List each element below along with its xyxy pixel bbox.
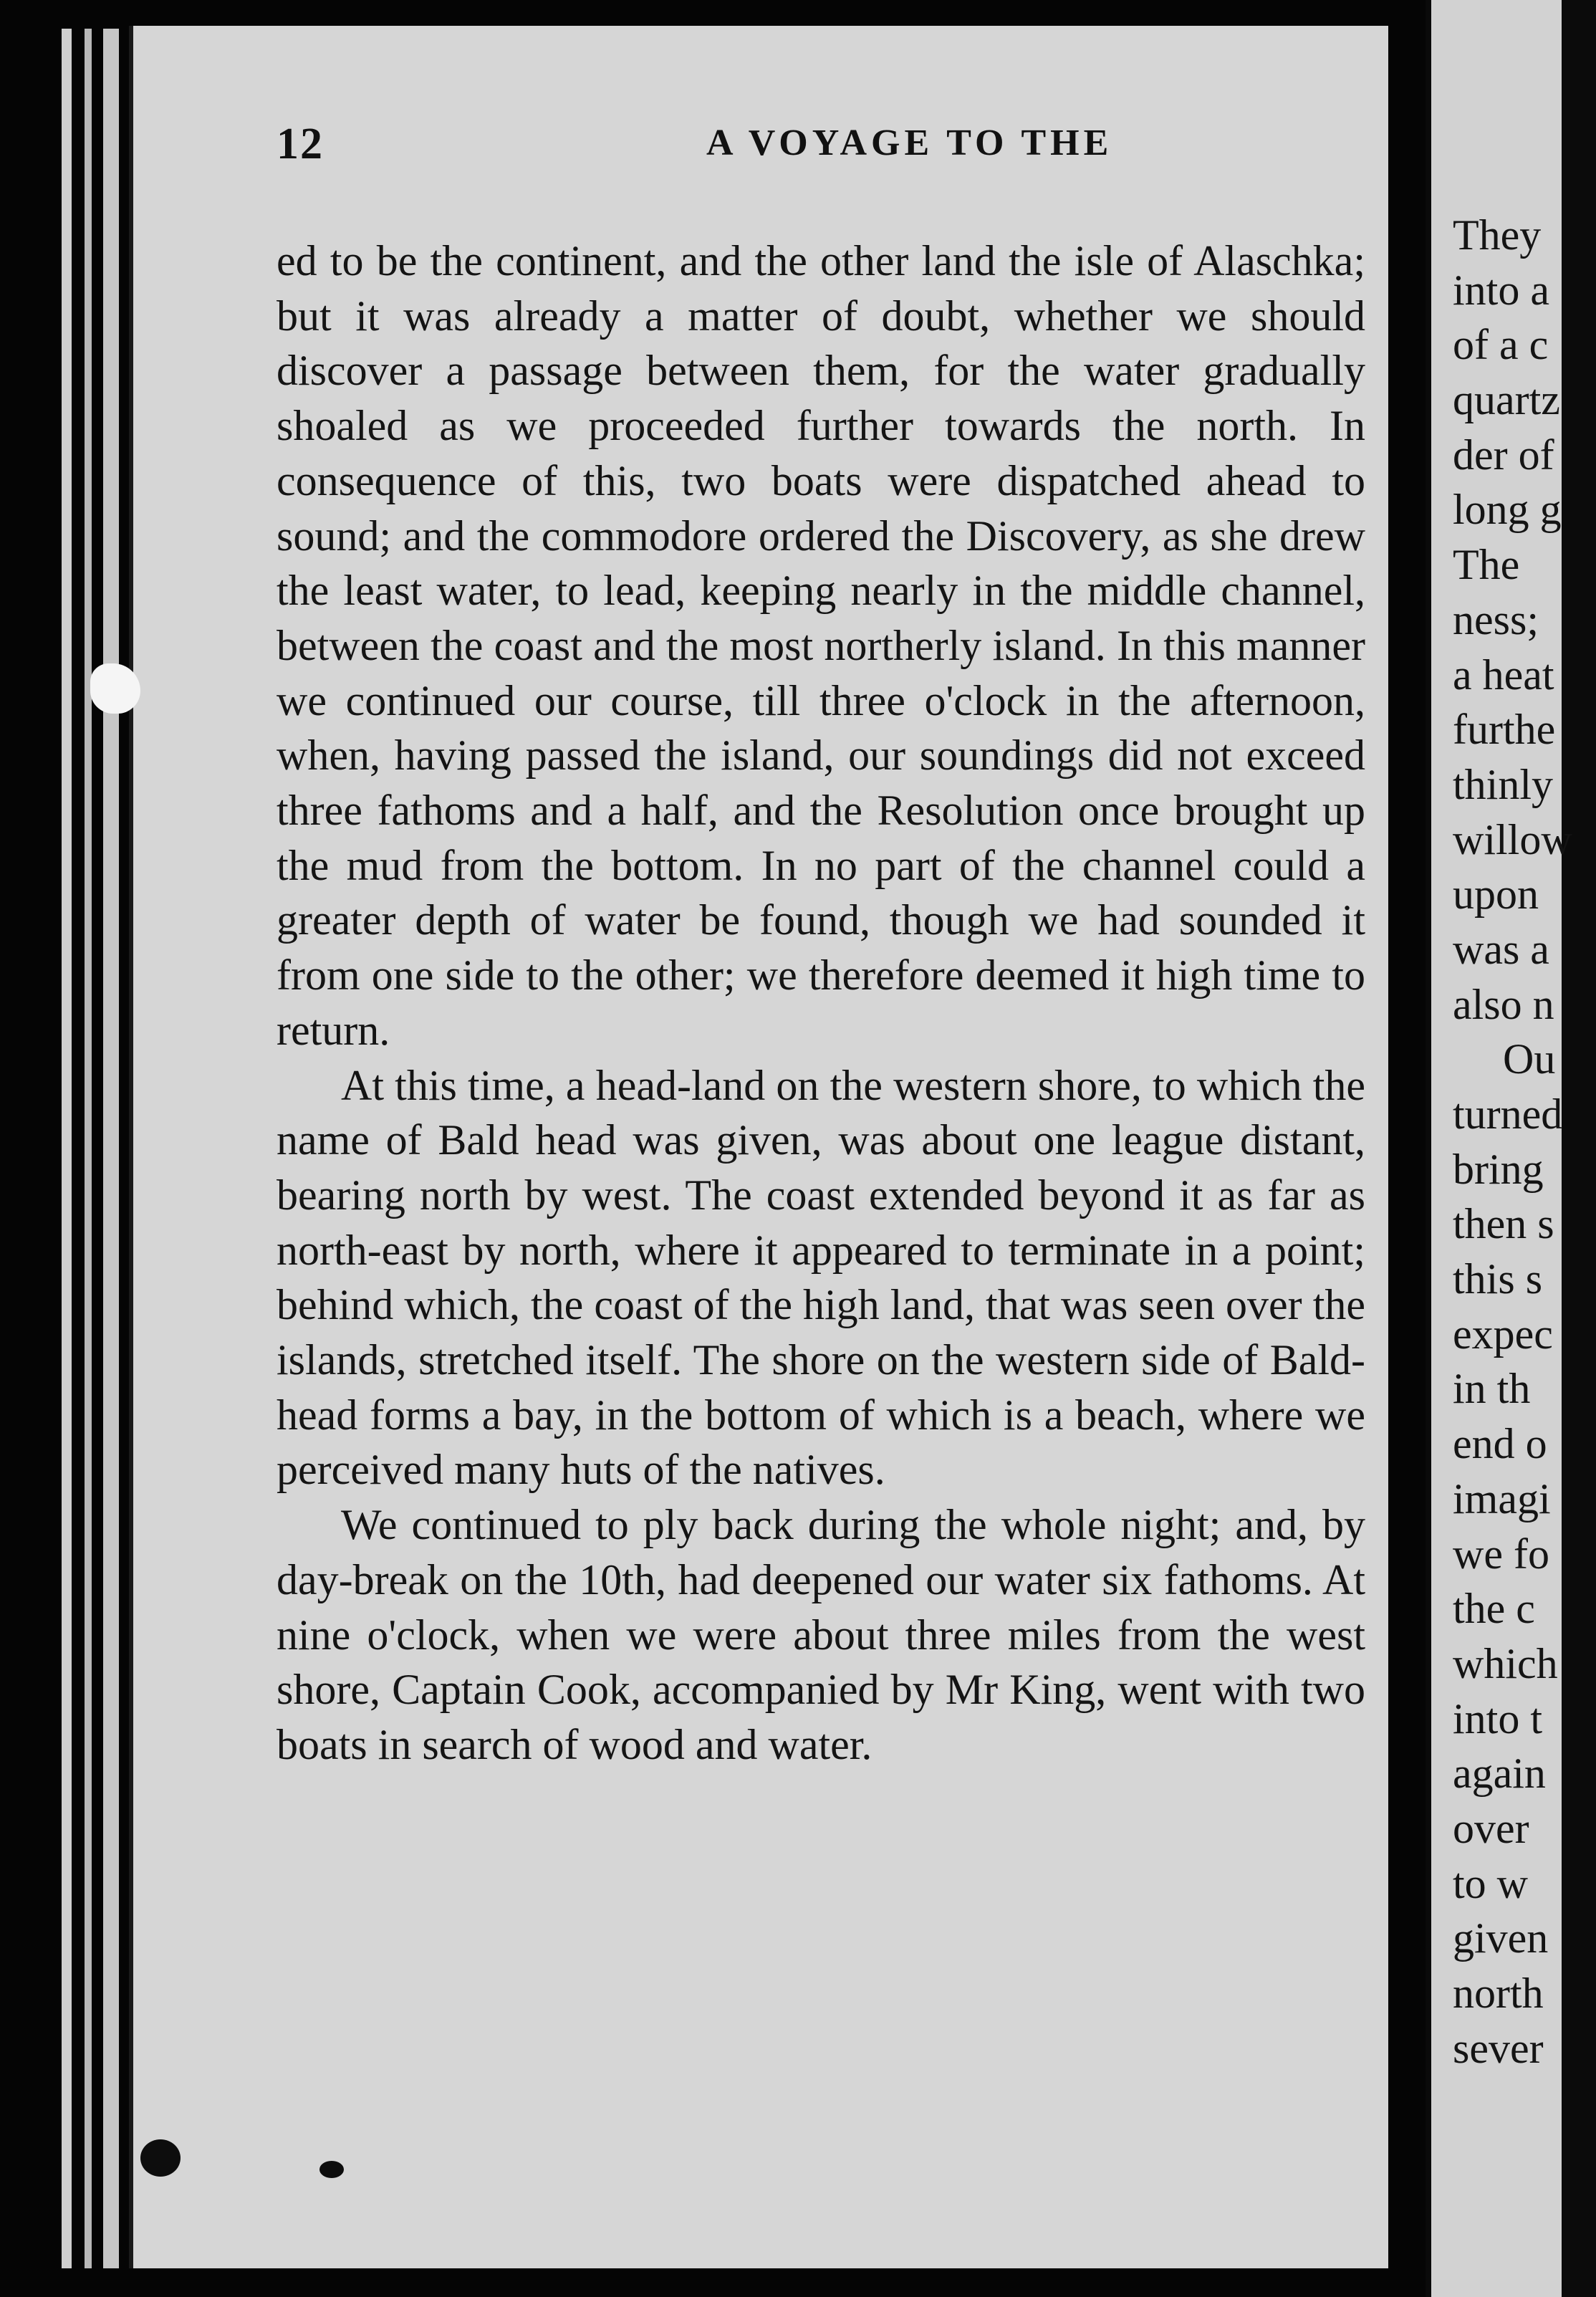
paper-damage-mark [90,663,140,714]
facing-page-line: in th [1453,1365,1531,1413]
paragraph: ed to be the continent, and the other land the isle of Alaschka; but it was already a matter of doubt, whether we should discover a passage between them, for the water gradually shoaled as we proceeded further towards the north. In consequence of this, two boats were dispatched ahead to sound; and the commodore ordered the Discovery, as she drew the least water, to lead, keeping nearly in the middle channel, between the coast and the most northerly island. In this manner we continued our course, till three o'clock in the afternoon, when, having passed the island, our soundings did not exceed three fathoms and a half, and the Resolution once brought up the mud from the bottom. In no part of the channel could a greater depth of water be found, though we had sounded it from one side to the other; we therefore deemed it high time to return. [277,237,1365,1054]
facing-page-line: into a [1453,266,1549,314]
facing-page-line: imagi [1453,1474,1551,1522]
facing-page-line: They [1453,211,1542,259]
facing-page-line: Ou [1503,1035,1556,1083]
facing-page-line: willow [1453,815,1572,863]
paragraph: At this time, a head-land on the western shore, to which the name of Bald head was given, was about one league distant, bearing north by west. The coast extended beyond it as far as north-east by north, where it appeared to terminate in a point; behind which, the coast of the high land, that was seen over the islands, stretched itself. The shore on the western side of Bald-head forms a bay, in the bottom of which is a beach, where we perceived many huts of the natives. [277,1061,1365,1494]
ink-blot [140,2139,181,2177]
facing-page-line: of a c [1453,321,1549,369]
paragraph: We continued to ply back during the whole night; and, by day-break on the 10th, had deepened our water six fathoms. At nine o'clock, when we were about three miles from the west shore, Captain Cook, accompanied by Mr King, went with two boats in search of wood and water. [277,1501,1365,1768]
facing-page-line: to w [1453,1859,1528,1907]
facing-page-line: furthe [1453,706,1556,754]
facing-page-line: the c [1453,1585,1535,1633]
facing-page-line: The [1453,541,1520,589]
facing-page-line: turned [1453,1090,1563,1138]
facing-page-line: bring [1453,1145,1544,1193]
facing-page-line: der of [1453,431,1554,479]
facing-page-line: also n [1453,980,1554,1028]
facing-page-text [1453,208,1596,2076]
facing-page-line: north [1453,1970,1544,2017]
running-title: A VOYAGE TO THE [706,123,1113,163]
facing-page-edge [1426,0,1572,2297]
page-number: 12 [277,120,324,168]
facing-page-line: sever [1453,2024,1544,2072]
facing-page-line: quartz [1453,376,1560,424]
facing-page-line: into t [1453,1694,1543,1742]
facing-page-line: long g [1453,486,1562,534]
facing-page-line: expec [1453,1310,1553,1358]
facing-page-line: end o [1453,1420,1547,1468]
ink-blot [319,2161,344,2178]
facing-page-line: a heat [1453,651,1554,699]
facing-page-line: given [1453,1914,1549,1962]
facing-page-line: was a [1453,925,1549,973]
binding-edge [103,29,119,2268]
page-body [277,234,1365,1773]
left-page [129,26,1388,2268]
facing-page-line: again [1453,1750,1546,1798]
facing-page-line: thinly [1453,760,1554,808]
facing-page-line: ness; [1453,595,1539,643]
facing-page-line: upon [1453,871,1539,919]
running-head [277,119,1208,183]
facing-page-line: which [1453,1639,1558,1687]
facing-page-line: we fo [1453,1530,1549,1578]
binding-edge [62,29,72,2268]
facing-page-line: then s [1453,1200,1554,1248]
binding-edge [85,29,92,2268]
facing-page-line: over [1453,1804,1529,1852]
facing-page-line: this s [1453,1255,1543,1303]
